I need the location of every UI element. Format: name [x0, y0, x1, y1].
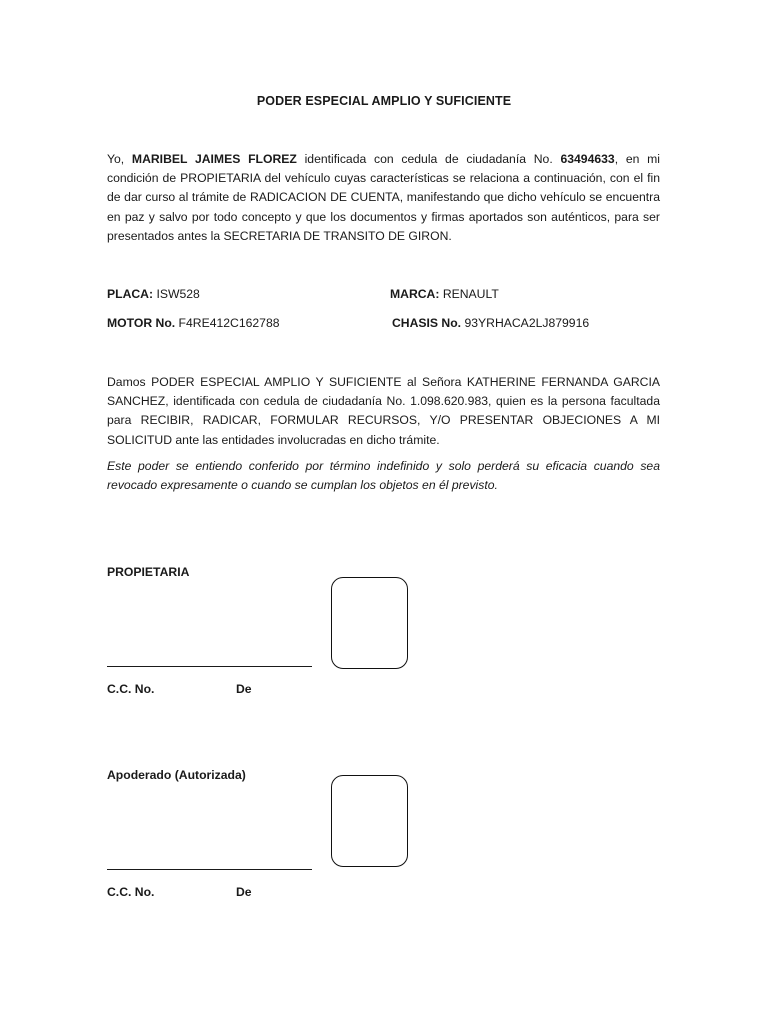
- chasis-field: [392, 315, 589, 331]
- attorney-signature-line: [107, 869, 312, 870]
- attorney-de-label: De: [236, 885, 252, 899]
- chasis-value: 93YRHACA2LJ879916: [464, 316, 590, 330]
- attorney-heading: Apoderado (Autorizada): [107, 768, 246, 782]
- motor-label: MOTOR No.: [107, 316, 176, 330]
- grantor-paragraph: [107, 150, 660, 246]
- placa-label: PLACA:: [107, 287, 154, 301]
- owner-cc-label: C.C. No.: [107, 682, 155, 696]
- motor-value: F4RE412C162788: [178, 316, 280, 330]
- paragraph-text: identificada con cedula de ciudadanía No.: [296, 152, 561, 166]
- authorization-paragraph: Damos PODER ESPECIAL AMPLIO Y SUFICIENTE al Señora KATHERINE FERNANDA GARCIA SANCHEZ, identificada con cedula de ciudadanía No. 1.098.620.983, quien es la persona facultada para RECIBIR, RADICAR, FORMULAR RECURSOS, Y/O PRESENTAR OBJECIONES A MI SOLICITUD ante las entidades involucradas en dicho trámite.: [107, 375, 660, 447]
- paragraph-text: , en mi condición de PROPIETARIA del vehículo cuyas características se relaciona a continuación, con el fin de dar curso al trámite de RADICACION DE CUENTA, manifestando que dicho vehículo se encuentra en paz y salvo por todo concepto y que los documentos y firmas aportados son auténticos, para ser presentados antes la SECRETARIA DE TRANSITO DE GIRON.: [107, 152, 660, 243]
- placa-field: [107, 286, 200, 302]
- marca-field: [390, 286, 499, 302]
- marca-value: RENAULT: [442, 287, 499, 301]
- owner-heading: PROPIETARIA: [107, 565, 190, 579]
- document-title: PODER ESPECIAL AMPLIO Y SUFICIENTE: [256, 94, 512, 108]
- chasis-label: CHASIS No.: [392, 316, 462, 330]
- marca-label: MARCA:: [390, 287, 440, 301]
- owner-de-label: De: [236, 682, 252, 696]
- owner-fingerprint-box: [331, 577, 408, 669]
- placa-value: ISW528: [156, 287, 200, 301]
- motor-field: [107, 315, 280, 331]
- validity-paragraph: Este poder se entiendo conferido por término indefinido y solo perderá su eficacia cuando sea revocado expresamente o cuando se cumplan los objetos en él previsto.: [107, 459, 660, 493]
- grantor-id: 63494633: [560, 152, 615, 166]
- grantor-name: MARIBEL JAIMES FLOREZ: [131, 152, 297, 166]
- paragraph-text: Yo,: [107, 152, 132, 166]
- attorney-cc-label: C.C. No.: [107, 885, 155, 899]
- attorney-fingerprint-box: [331, 775, 408, 867]
- owner-signature-line: [107, 666, 312, 667]
